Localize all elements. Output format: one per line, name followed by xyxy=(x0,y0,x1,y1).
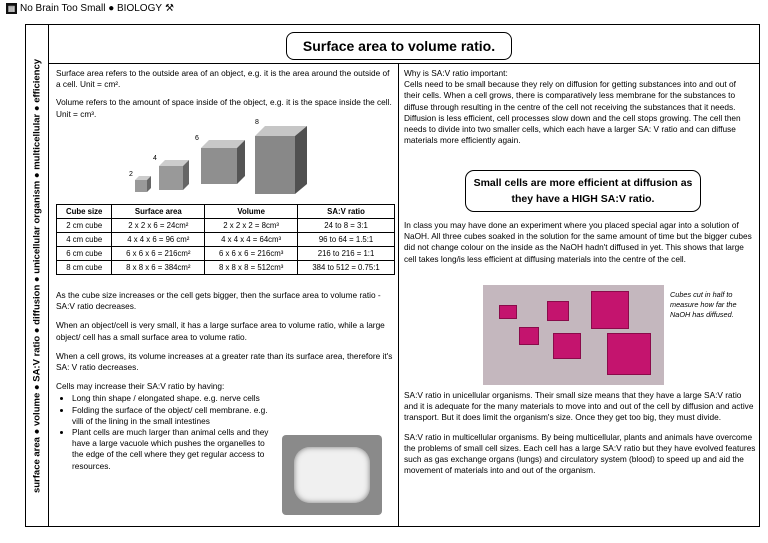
table-cell: 6 x 6 x 6 = 216cm² xyxy=(112,247,205,261)
surface-area-definition: Surface area refers to the outside area of an object, e.g. it is the area around the outside of a cell. Unit = cm². xyxy=(56,68,390,90)
table-cell: 8 x 8 x 8 = 512cm³ xyxy=(205,261,298,275)
right-intro xyxy=(404,68,754,153)
agar-cube xyxy=(499,305,517,319)
brain-logo-icon: ▦ xyxy=(7,4,16,13)
why-title: Why is SA:V ratio important: xyxy=(404,68,508,78)
table-row xyxy=(57,233,395,247)
cubes-illustration xyxy=(125,118,315,198)
paragraph-cube-size: As the cube size increases or the cell gets bigger, then the surface area to volume ratio - SA:V ratio decreases. xyxy=(56,290,381,312)
agar-cube xyxy=(553,333,581,359)
table-row xyxy=(57,247,395,261)
agar-caption: Cubes cut in half to measure how far the NaOH has diffused. xyxy=(670,290,737,319)
agar-cube xyxy=(591,291,629,329)
increase-ratio-list xyxy=(56,393,272,471)
why-paragraph: Cells need to be small because they rely on diffusion for getting substances into and out of their cells. When a cell grows, there is comparatively less membrane for the substances to diffuse through resulting in the centre of the cell not receiving the substances that it needs. Diffusion is less efficient, cell processes slow down and the cell stops growing. The cell then needs to divide into two smaller cells, which each have a larger SA: V ratio and can diffuse materials more efficiently again. xyxy=(404,79,741,146)
table-cell: 8 x 8 x 6 = 384cm² xyxy=(112,261,205,275)
table-cell: 96 to 64 = 1.5:1 xyxy=(298,233,395,247)
agar-cubes-photo xyxy=(483,285,664,385)
table-row xyxy=(57,219,395,233)
table-header: Surface area xyxy=(112,205,205,219)
table-cell: 384 to 512 = 0.75:1 xyxy=(298,261,395,275)
table-cell: 24 to 8 = 3:1 xyxy=(298,219,395,233)
table-header: Volume xyxy=(205,205,298,219)
cube-8 xyxy=(255,126,307,194)
table-header-row xyxy=(57,205,395,219)
header-title: No Brain Too Small ● BIOLOGY xyxy=(20,3,163,14)
table-cell: 4 x 4 x 4 = 64cm³ xyxy=(205,233,298,247)
cube-4 xyxy=(159,160,189,190)
table-header: Cube size xyxy=(57,205,112,219)
keyword-sidebar xyxy=(25,24,49,527)
list-item: • Plant cells are much larger than animal cells and they have a large vacuole which pushes the organelles to the edge of the cell where they get regular access to resources. xyxy=(72,427,272,472)
table-header: SA:V ratio xyxy=(298,205,395,219)
crossed-tools-icon: ⚒ xyxy=(165,3,174,14)
table-cell: 6 cm cube xyxy=(57,247,112,261)
table-row xyxy=(57,261,395,275)
cube-2 xyxy=(135,176,151,192)
agar-cube xyxy=(547,301,569,321)
table-cell: 4 cm cube xyxy=(57,233,112,247)
table-cell: 2 x 2 x 2 = 8cm³ xyxy=(205,219,298,233)
table-cell: 2 x 2 x 6 = 24cm² xyxy=(112,219,205,233)
sa-volume-table xyxy=(56,204,395,275)
plant-cell-image xyxy=(282,435,382,515)
vacuole-shape xyxy=(294,447,370,503)
table-cell: 6 x 6 x 6 = 216cm³ xyxy=(205,247,298,261)
table-cell: 4 x 4 x 6 = 96 cm² xyxy=(112,233,205,247)
agar-paragraph: In class you may have done an experiment where you placed special agar into a solution of NaOH. All three cubes soaked in the solution for the same amount of time but the bigger cubes did not change colour on the inside as the NaOH hadn't diffused in yet. This shows that large cell takes long/is less efficient at diffusing materials into the centre of the cell. xyxy=(404,220,752,264)
cube-label-2: 2 xyxy=(129,171,133,178)
table-cell: 216 to 216 = 1:1 xyxy=(298,247,395,261)
page-header xyxy=(6,3,174,14)
multicellular-paragraph: SA:V ratio in multicellular organisms. By being multicellular, plants and animals have overcome the problems of small cell sizes. Each cell has a large SA:V ratio but they have evolved features such as gas exchange organs (lungs) and circulatory system (blood) to speed up and aid the movement of materials into and out of the organism. xyxy=(404,431,756,476)
paragraph-small-large: When an object/cell is very small, it has a large surface area to volume ratio, while a large object/ cell has a small surface area to volume ratio. xyxy=(56,320,385,342)
volume-definition: Volume refers to the amount of space inside of the object, e.g. it is the space inside the cell. Unit = cm³. xyxy=(56,97,392,119)
agar-cube xyxy=(607,333,651,375)
sidebar-keywords: surface area ● volume ● SA:V ratio ● diffusion ● unicellular organism ● multicellular ● efficiency xyxy=(31,58,42,493)
agar-experiment-text xyxy=(404,220,756,272)
cube-label-8: 8 xyxy=(255,119,259,126)
table-cell: 2 cm cube xyxy=(57,219,112,233)
unicellular-paragraph: SA:V ratio in unicellular organisms. Their small size means that they have a large SA:V ratio and it is adequate for the many materials to move into and out of the cell by diffusion and active transport. But it does limit the organism's size. Once they get too big, they must divide. xyxy=(404,390,754,423)
right-lower-text xyxy=(404,390,756,484)
cube-6 xyxy=(201,140,245,184)
cube-label-6: 6 xyxy=(195,135,199,142)
column-divider xyxy=(398,64,399,527)
agar-cube xyxy=(519,327,539,345)
callout-box: Small cells are more efficient at diffusion as they have a HIGH SA:V ratio. xyxy=(465,170,701,212)
cube-label-4: 4 xyxy=(153,155,157,162)
paragraph-cell-grows: When a cell grows, its volume increases at a greater rate than its surface area, therefore it's SA: V ratio decreases. xyxy=(56,350,393,373)
list-item: • Long thin shape / elongated shape. e.g. nerve cells xyxy=(72,393,272,404)
paragraph-increase-ratio: Cells may increase their SA:V ratio by having: xyxy=(56,381,225,392)
list-item: • Folding the surface of the object/ cell membrane. e.g. villi of the lining in the small intestines xyxy=(72,405,272,427)
page-title: Surface area to volume ratio. xyxy=(286,32,512,60)
table-cell: 8 cm cube xyxy=(57,261,112,275)
